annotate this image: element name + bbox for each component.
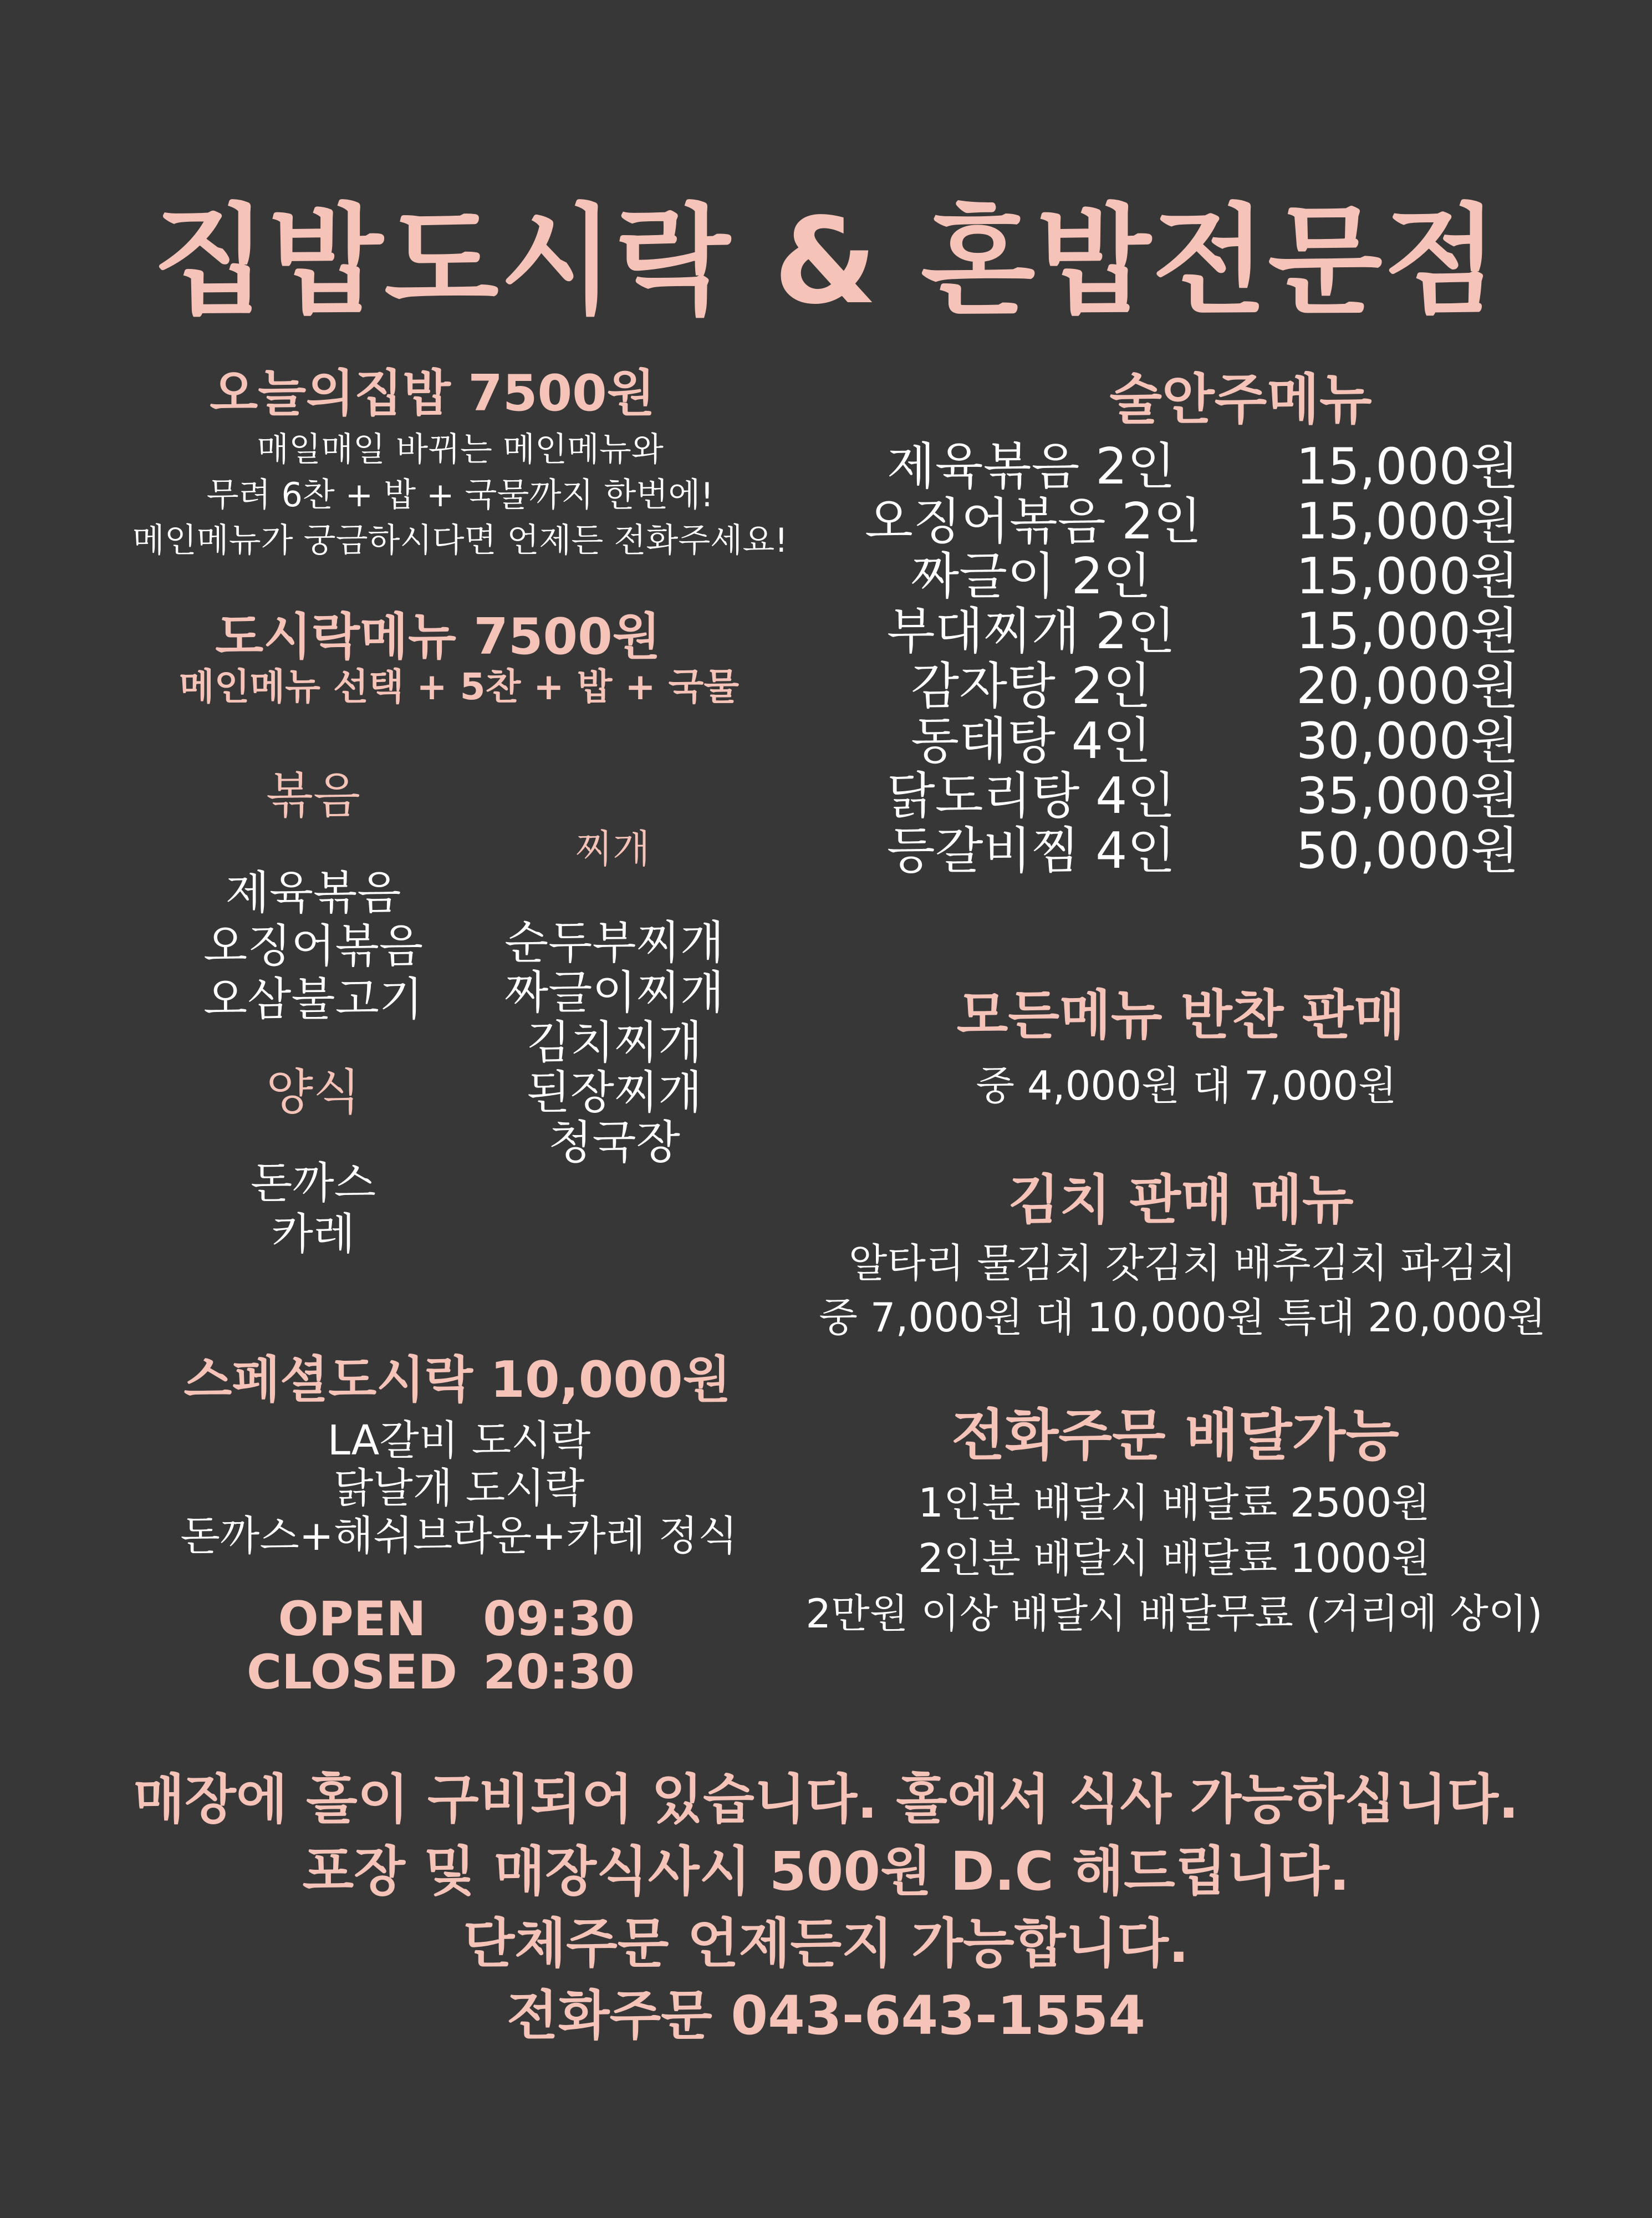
western-label: 양식 (266, 1064, 361, 1121)
phone-number: 전화주문 043-643-1554 (506, 1985, 1146, 2047)
western-list (251, 1158, 376, 1260)
table-row (865, 604, 1519, 659)
today-meal-line: 메인메뉴가 궁금하시다면 언제든 전화주세요! (132, 521, 788, 560)
table-row (865, 439, 1519, 494)
menu-item-price: 35,000원 (1296, 767, 1519, 825)
delivery-line: 2인분 배달시 배달료 1000원 (918, 1535, 1430, 1581)
list-item: 카레 (271, 1209, 355, 1259)
special-heading: 스페셜도시락 10,000원 (183, 1351, 731, 1409)
list-item: 닭날개 도시락 (333, 1464, 585, 1512)
menu-item-name: 닭도리탕 4인 (886, 767, 1176, 825)
business-hours (247, 1593, 635, 1699)
kimchi-heading: 김치 판매 메뉴 (1008, 1169, 1354, 1231)
today-meal-heading: 오늘의집밥 7500원 (210, 364, 655, 423)
stir-fry-label: 볶음 (266, 767, 361, 824)
page-title: 집밥도시락 & 혼밥전문점 (152, 192, 1500, 330)
lunchbox-heading: 도시락메뉴 7500원 (215, 608, 661, 666)
menu-item-name: 짜글이 2인 (911, 547, 1151, 606)
footer-notice (133, 1763, 1518, 2052)
delivery-heading: 전화주문 배달가능 (951, 1403, 1399, 1468)
special-list (180, 1417, 737, 1560)
menu-item-name: 감자탕 2인 (911, 657, 1151, 715)
menu-item-name: 등갈비찜 4인 (886, 822, 1176, 880)
closed-time: 20:30 (483, 1645, 635, 1700)
menu-item-name: 오징어볶음 2인 (865, 492, 1202, 551)
table-row (865, 659, 1519, 714)
menu-item-price: 50,000원 (1296, 822, 1519, 880)
menu-item-price: 20,000원 (1296, 657, 1519, 715)
table-row (865, 494, 1519, 549)
open-time: 09:30 (483, 1591, 635, 1647)
list-item: 돈까스+해쉬브라운+카레 정식 (180, 1512, 738, 1560)
delivery-info (805, 1475, 1542, 1641)
delivery-line: 1인분 배달시 배달료 2500원 (918, 1479, 1430, 1526)
list-item: 오삼불고기 (203, 973, 424, 1026)
list-item: 김치찌개 (526, 1016, 702, 1069)
list-item: 순두부찌개 (504, 917, 725, 969)
side-dish-prices: 중 4,000원 대 7,000원 (976, 1062, 1397, 1109)
side-dish-heading: 모든메뉴 반찬 판매 (956, 984, 1405, 1046)
stew-list (504, 918, 724, 1168)
stir-fry-list (203, 867, 423, 1026)
lunchbox-subheading: 메인메뉴 선택 + 5찬 + 밥 + 국물 (179, 665, 740, 708)
today-meal-line: 매일매일 바뀌는 메인메뉴와 (257, 430, 664, 469)
delivery-line: 2만원 이상 배달시 배달무료 (거리에 상이) (805, 1590, 1543, 1637)
table-row (865, 549, 1519, 604)
menu-item-price: 15,000원 (1296, 602, 1519, 660)
table-row (865, 769, 1519, 823)
list-item: 제육볶음 (225, 867, 401, 919)
list-item: 된장찌개 (526, 1066, 702, 1119)
list-item: 짜글이찌개 (504, 966, 725, 1019)
list-item: 돈까스 (250, 1158, 376, 1208)
list-item: 청국장 (548, 1116, 680, 1169)
table-row (865, 823, 1519, 878)
menu-item-price: 15,000원 (1296, 492, 1519, 551)
menu-item-price: 30,000원 (1296, 712, 1519, 770)
list-item: 오징어볶음 (203, 920, 424, 973)
drink-menu-heading: 술안주메뉴 (1109, 368, 1372, 431)
menu-item-name: 동태탕 4인 (911, 712, 1151, 770)
menu-item-name: 부대찌개 2인 (886, 602, 1176, 660)
drink-menu-table (865, 439, 1519, 878)
today-meal-description (132, 427, 788, 563)
today-meal-line: 무려 6찬 + 밥 + 국물까지 한번에! (206, 476, 714, 515)
stew-label: 찌개 (575, 826, 650, 872)
table-row (865, 714, 1519, 769)
list-item: LA갈비 도시락 (327, 1417, 591, 1464)
footer-line: 단체주문 언제든지 가능합니다. (463, 1912, 1189, 1975)
footer-line: 포장 및 매장식사시 500원 D.C 해드립니다. (302, 1840, 1350, 1902)
footer-line: 매장에 홀이 구비되어 있습니다. 홀에서 식사 가능하십니다. (133, 1768, 1519, 1830)
open-label: OPEN (278, 1591, 426, 1647)
menu-item-price: 15,000원 (1296, 547, 1519, 606)
menu-item-price: 15,000원 (1296, 438, 1519, 496)
kimchi-prices: 중 7,000원 대 10,000원 특대 20,000원 (819, 1294, 1546, 1341)
menu-item-name: 제육볶음 2인 (886, 438, 1176, 496)
kimchi-kinds: 알타리 물김치 갓김치 배추김치 파김치 (848, 1240, 1517, 1286)
closed-label: CLOSED (247, 1645, 458, 1700)
